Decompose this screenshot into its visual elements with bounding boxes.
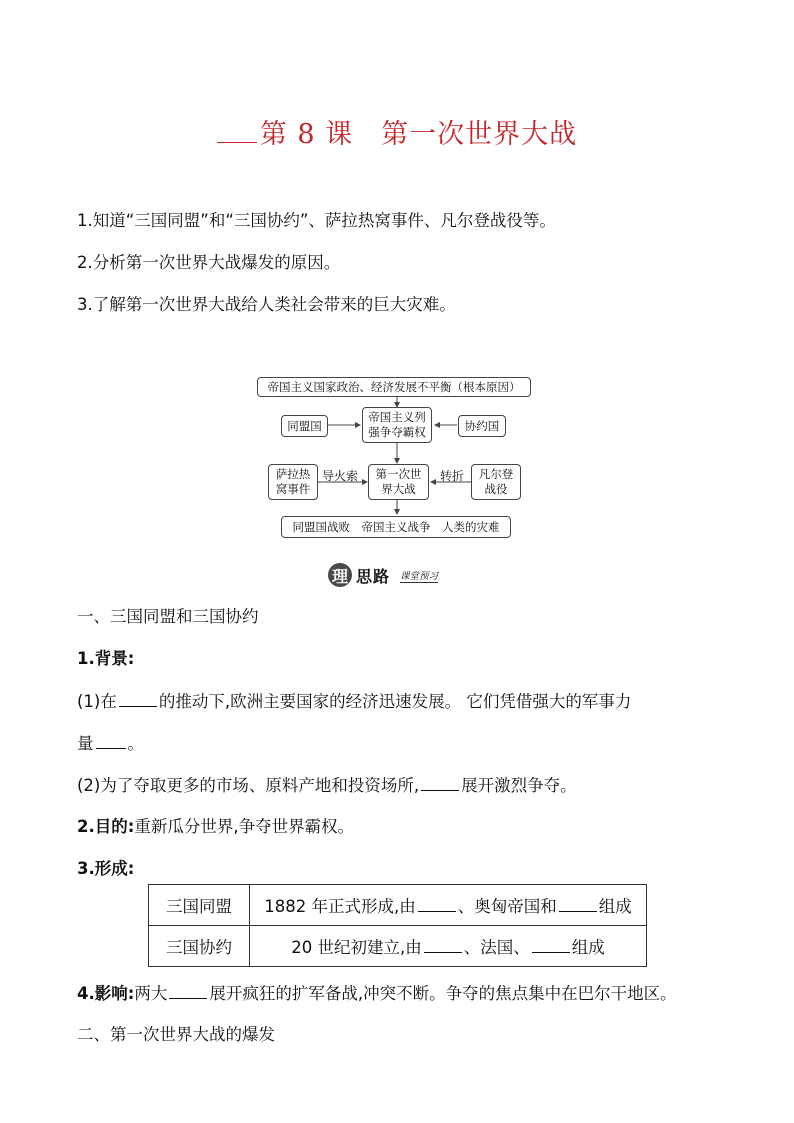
goal-2: 2.分析第一次世界大战爆发的原因。: [77, 253, 341, 272]
logo-badge: 理: [328, 563, 352, 587]
formation-label: 3.形成:: [77, 859, 135, 878]
diagram-label-trigger: 导火索: [322, 469, 359, 483]
fill-blank[interactable]: [559, 895, 597, 912]
logo-tag: 课堂预习: [400, 568, 438, 583]
fill-blank[interactable]: [421, 774, 459, 791]
table-cell-desc: 20 世纪初建立,由 、法国、 组成: [250, 926, 647, 967]
table-row: [149, 885, 647, 926]
diagram-central-powers: 同盟国: [281, 415, 328, 437]
goal-3: 3.了解第一次世界大战给人类社会带来的巨大灾难。: [77, 295, 456, 314]
diagram-allies: 协约国: [458, 415, 506, 437]
fill-blank[interactable]: [169, 982, 207, 999]
background-line-3: (2)为了夺取更多的市场、原料产地和投资场所, 展开激烈争夺。: [77, 776, 577, 795]
lesson-number: 第 8 课: [259, 119, 354, 150]
fill-blank[interactable]: [96, 732, 126, 749]
table-row: [149, 926, 647, 967]
logo-title: 思路: [356, 566, 391, 586]
diagram-ww1: 第一次世界大战: [368, 464, 429, 500]
section-logo: [328, 562, 438, 588]
section-2-heading: 二、第一次世界大战的爆发: [77, 1025, 275, 1044]
background-line-1: (1)在 的推动下,欧洲主要国家的经济迅速发展。 它们凭借强大的军事力: [77, 692, 632, 711]
formation-table: [148, 884, 647, 967]
purpose-line: 2.目的:重新瓜分世界,争夺世界霸权。: [77, 817, 355, 836]
impact-line: 4.影响:两大 展开疯狂的扩军备战,冲突不断。争夺的焦点集中在巴尔干地区。: [77, 984, 677, 1003]
diagram-root-cause: 帝国主义国家政治、经济发展不平衡（根本原因）: [257, 377, 531, 397]
diagram-outcome: 同盟国战败 帝国主义战争 人类的灾难: [281, 516, 511, 538]
section-1-heading: 一、三国同盟和三国协约: [77, 607, 259, 626]
table-cell-desc: 1882 年正式形成,由 、奥匈帝国和 组成: [250, 885, 647, 926]
fill-blank[interactable]: [424, 936, 462, 953]
fill-blank[interactable]: [119, 690, 157, 707]
fill-blank[interactable]: [418, 895, 456, 912]
fill-blank[interactable]: [532, 936, 570, 953]
diagram-rivalry: 帝国主义列强争夺霸权: [362, 407, 432, 443]
background-label: 1.背景:: [77, 649, 135, 668]
diagram-verdun: 凡尔登战役: [471, 464, 521, 500]
table-cell-name: 三国同盟: [149, 885, 250, 926]
diagram-label-turning: 转折: [440, 469, 465, 483]
background-line-2: 量 。: [77, 734, 144, 753]
table-cell-name: 三国协约: [149, 926, 250, 967]
goal-1: 1.知道“三国同盟”和“三国协约”、萨拉热窝事件、凡尔登战役等。: [77, 211, 556, 230]
lesson-title: 第一次世界大战: [381, 119, 578, 150]
diagram-sarajevo: 萨拉热窝事件: [268, 464, 318, 500]
